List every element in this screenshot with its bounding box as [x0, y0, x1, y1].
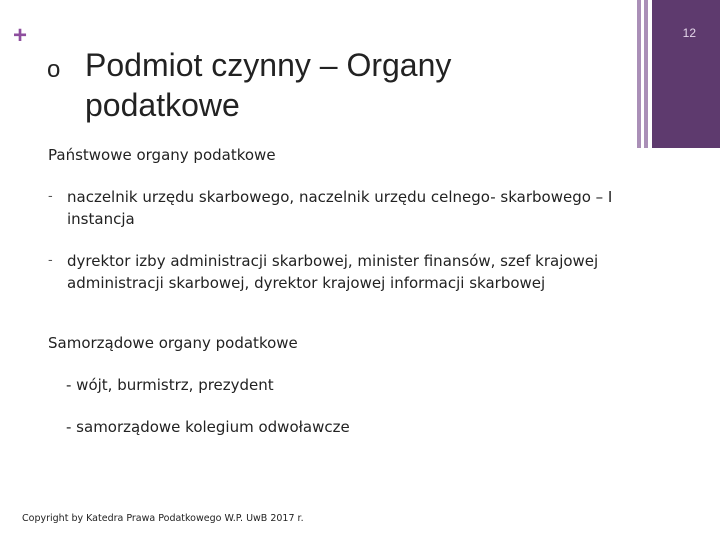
decorative-vertical-line [644, 0, 648, 148]
dash-bullet-icon: - [48, 189, 53, 204]
corner-accent-panel [652, 0, 720, 148]
state-organs-heading: Państwowe organy podatkowe [48, 146, 276, 164]
list-item: - samorządowe kolegium odwoławcze [66, 418, 350, 436]
list-item [48, 186, 638, 230]
copyright-footer: Copyright by Katedra Prawa Podatkowego W.P. UwB 2017 r. [22, 513, 304, 524]
page-number: 12 [682, 26, 696, 40]
list-item [48, 250, 638, 294]
local-organs-heading: Samorządowe organy podatkowe [48, 334, 298, 352]
plus-icon: + [13, 22, 28, 49]
slide-title: Podmiot czynny – Organy podatkowe [85, 47, 452, 123]
title-bullet-icon: o [47, 56, 61, 83]
list-item-text: dyrektor izby administracji skarbowej, minister finansów, szef krajowej administracji skarbowej, dyrektor krajowej informacji skarbowej [67, 252, 599, 292]
list-item: - wójt, burmistrz, prezydent [66, 376, 274, 394]
decorative-vertical-line [637, 0, 641, 148]
dash-bullet-icon: - [48, 253, 53, 268]
list-item-text: naczelnik urzędu skarbowego, naczelnik urzędu celnego- skarbowego – I instancja [67, 188, 613, 228]
